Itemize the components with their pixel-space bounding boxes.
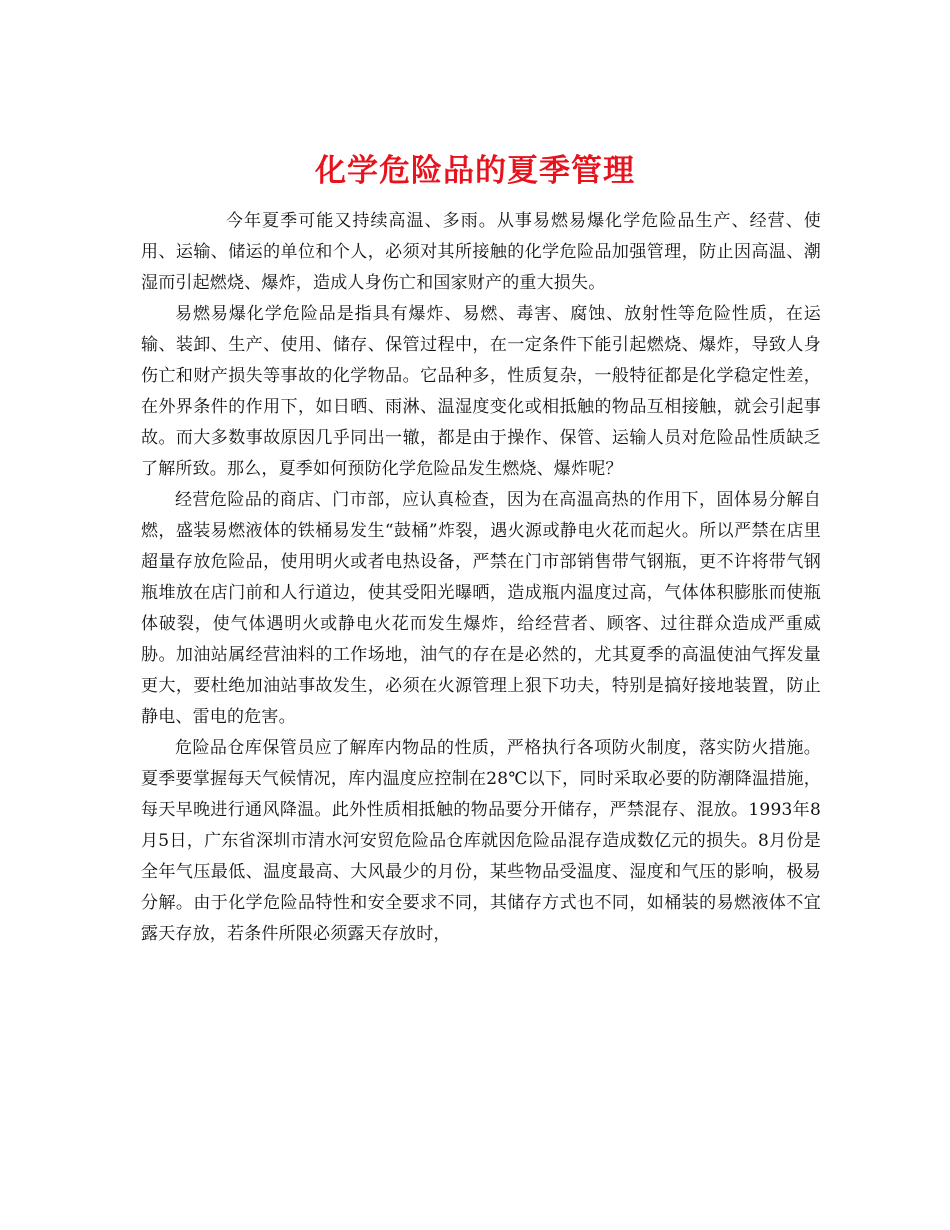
paragraph-warehouse: 危险品仓库保管员应了解库内物品的性质，严格执行各项防火制度，落实防火措施。夏季要掌握每天气候情况，库内温度应控制在28℃以下，同时采取必要的防潮降温措施，每天早晚进行通风降温。此外性质相抵触的物品要分开储存，严禁混存、混放。1993年8月5日，广东省深圳市清水河安贸危险品仓库就因危险品混存造成数亿元的损失。8月份是全年气压最低、温度最高、大风最少的月份，某些物品受温度、湿度和气压的影响，极易分解。由于化学危险品特性和安全要求不同，其储存方式也不同，如桶装的易燃液体不宜露天存放，若条件所限必须露天存放时，: [141, 738, 821, 944]
paragraph-shops: 经营危险品的商店、门市部，应认真检查，因为在高温高热的作用下，固体易分解自燃，盛装易燃液体的铁桶易发生“鼓桶”炸裂，遇火源或静电火花而起火。所以严禁在店里超量存放危险品，使用明火或者电热设备，严禁在门市部销售带气钢瓶，更不许将带气钢瓶堆放在店门前和人行道边，使其受阳光曝晒，造成瓶内温度过高，气体体积膨胀而使瓶体破裂，使气体遇明火或静电火花而发生爆炸，给经营者、顾客、过往群众造成严重威胁。加油站属经营油料的工作场地，油气的存在是必然的，尤其夏季的高温使油气挥发量更大，要杜绝加油站事故发生，必须在火源管理上狠下功夫，特别是搞好接地装置，防止静电、雷电的危害。: [141, 490, 821, 727]
document-title: 化学危险品的夏季管理: [315, 152, 635, 189]
paragraph-intro: 今年夏季可能又持续高温、多雨。从事易燃易爆化学危险品生产、经营、使用、运输、储运的单位和个人，必须对其所接触的化学危险品加强管理，防止因高温、潮湿而引起燃烧、爆炸，造成人身伤亡和国家财产的重大损失。: [141, 211, 821, 293]
document-body: [141, 206, 821, 950]
paragraph-definition: 易燃易爆化学危险品是指具有爆炸、易燃、毒害、腐蚀、放射性等危险性质，在运输、装卸、生产、使用、储存、保管过程中，在一定条件下能引起燃烧、爆炸，导致人身伤亡和财产损失等事故的化学物品。它品种多，性质复杂，一般特征都是化学稳定性差，在外界条件的作用下，如日晒、雨淋、温湿度变化或相抵触的物品互相接触，就会引起事故。而大多数事故原因几乎同出一辙，都是由于操作、保管、运输人员对危险品性质缺乏了解所致。那么，夏季如何预防化学危险品发生燃烧、爆炸呢？: [141, 304, 821, 479]
